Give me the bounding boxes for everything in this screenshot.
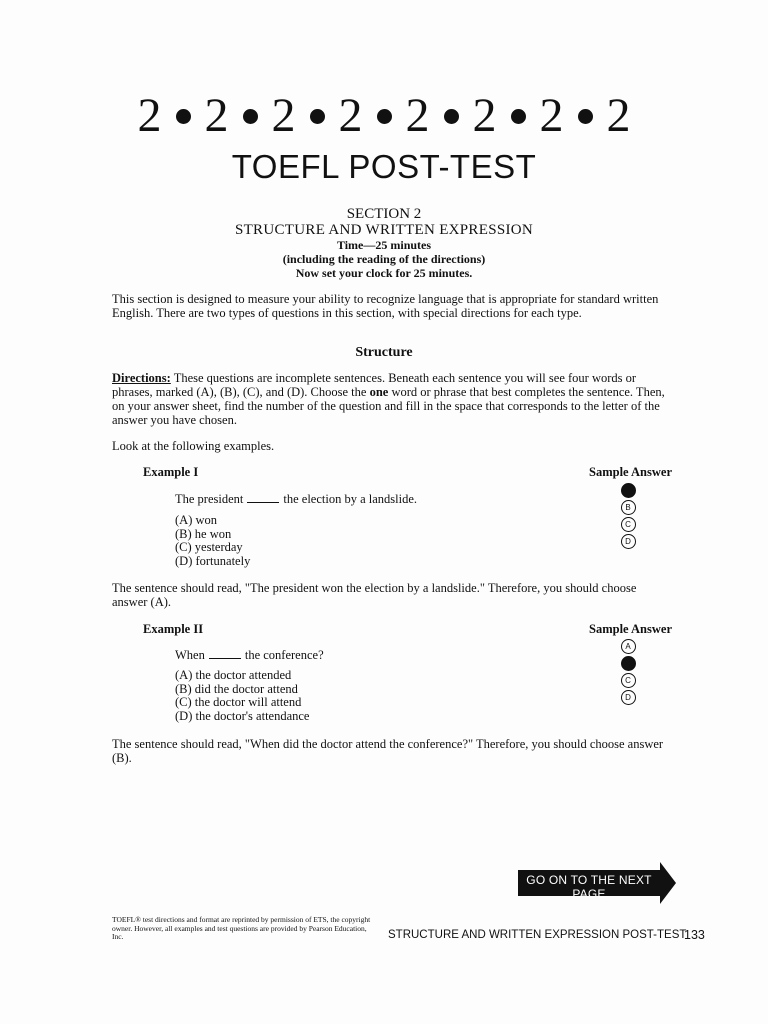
example-1-explanation: The sentence should read, "The president won the election by a landslide." Therefore, you should choose answer (A). — [112, 581, 637, 609]
section-label: SECTION 2 — [346, 206, 422, 222]
answer-bubble-b: B — [621, 500, 636, 515]
banner-digit: 2 — [405, 89, 430, 142]
banner-digit: 2 — [539, 89, 564, 142]
directions-text: These questions are incomplete sentences. Beneath each sentence you will see four words or phrases, marked (A), (B), (C), and (D). Choose the — [112, 371, 637, 399]
option-c: (C) the doctor will attend — [175, 695, 302, 709]
banner-digit: 2 — [271, 89, 296, 142]
option-b: (B) did the doctor attend — [175, 681, 298, 696]
directions-emphasis: one — [369, 385, 389, 399]
example-2-label: Example II — [143, 622, 204, 636]
banner-digit: 2 — [204, 89, 229, 142]
banner-digit: 2 — [472, 89, 497, 142]
look-instruction: Look at the following examples. — [112, 439, 275, 453]
section-name: STRUCTURE AND WRITTEN EXPRESSION — [234, 222, 534, 238]
bullet-dot — [444, 109, 459, 124]
sample-answer-label: Sample Answer — [589, 465, 672, 479]
sample-answer-label: Sample Answer — [589, 622, 672, 636]
question-end: the conference? — [244, 648, 324, 662]
bullet-dot — [578, 109, 593, 124]
answer-bubble-b — [621, 656, 636, 671]
option-a: (A) won — [175, 513, 218, 527]
banner-digit: 2 — [338, 89, 363, 142]
option-c: (C) yesterday — [175, 540, 243, 554]
copyright-note: TOEFL® test directions and format are reprinted by permission of ETS, the copyright owner. However, all examples and test questions are provided by Pearson Education, Inc. — [112, 915, 371, 941]
banner-digit: 2 — [137, 89, 162, 142]
time-limit: Time—25 minutes — [336, 238, 432, 252]
answer-bubble-c: C — [621, 517, 636, 532]
example-1-answer-bubbles — [618, 483, 638, 549]
clock-instruction: Now set your clock for 25 minutes. — [295, 266, 473, 280]
section-number-banner — [0, 88, 768, 144]
banner-digit: 2 — [606, 89, 631, 142]
running-footer-title: STRUCTURE AND WRITTEN EXPRESSION POST-TEST — [388, 929, 687, 941]
structure-heading: Structure — [355, 345, 413, 360]
answer-blank — [209, 658, 241, 659]
answer-bubble-a: A — [621, 639, 636, 654]
option-a: (A) the doctor attended — [175, 668, 292, 682]
bullet-dot — [377, 109, 392, 124]
directions-label: Directions: — [112, 371, 171, 385]
example-1-question — [175, 492, 417, 507]
question-start: When — [175, 648, 205, 662]
bullet-dot — [511, 109, 526, 124]
directions-text: word or phrase that best completes the sentence. Then, on your answer sheet, find the number of the question and fill in the space that corresponds to the letter of the answer you have chosen. — [112, 385, 665, 427]
bullet-dot — [243, 109, 258, 124]
answer-bubble-a — [621, 483, 636, 498]
next-page-label: GO ON TO THE NEXT PAGE — [526, 873, 652, 901]
question-start: The president — [175, 492, 244, 506]
example-1-label: Example I — [143, 465, 199, 479]
example-2-explanation: The sentence should read, "When did the doctor attend the conference?" Therefore, you should choose answer (B). — [112, 737, 664, 765]
answer-bubble-c: C — [621, 673, 636, 688]
answer-bubble-d: D — [621, 534, 636, 549]
option-b: (B) he won — [175, 526, 232, 541]
page-number: 133 — [684, 928, 705, 942]
bullet-dot — [310, 109, 325, 124]
example-2-question — [175, 648, 324, 663]
time-note: (including the reading of the directions) — [282, 252, 486, 266]
example-2-options — [175, 669, 310, 723]
answer-bubble-d: D — [621, 690, 636, 705]
question-end: the election by a landslide. — [283, 492, 418, 506]
answer-blank — [247, 502, 279, 503]
option-d: (D) fortunately — [175, 553, 251, 568]
bullet-dot — [176, 109, 191, 124]
option-d: (D) the doctor's attendance — [175, 708, 310, 723]
intro-paragraph: This section is designed to measure your ability to recognize language that is appropriate for standard written English. There are two types of questions in this section, with special directions for each type. — [112, 292, 659, 320]
directions-paragraph — [112, 371, 672, 427]
page-title: TOEFL POST-TEST — [231, 148, 537, 185]
example-2-answer-bubbles — [618, 639, 638, 705]
example-1-options — [175, 514, 250, 568]
